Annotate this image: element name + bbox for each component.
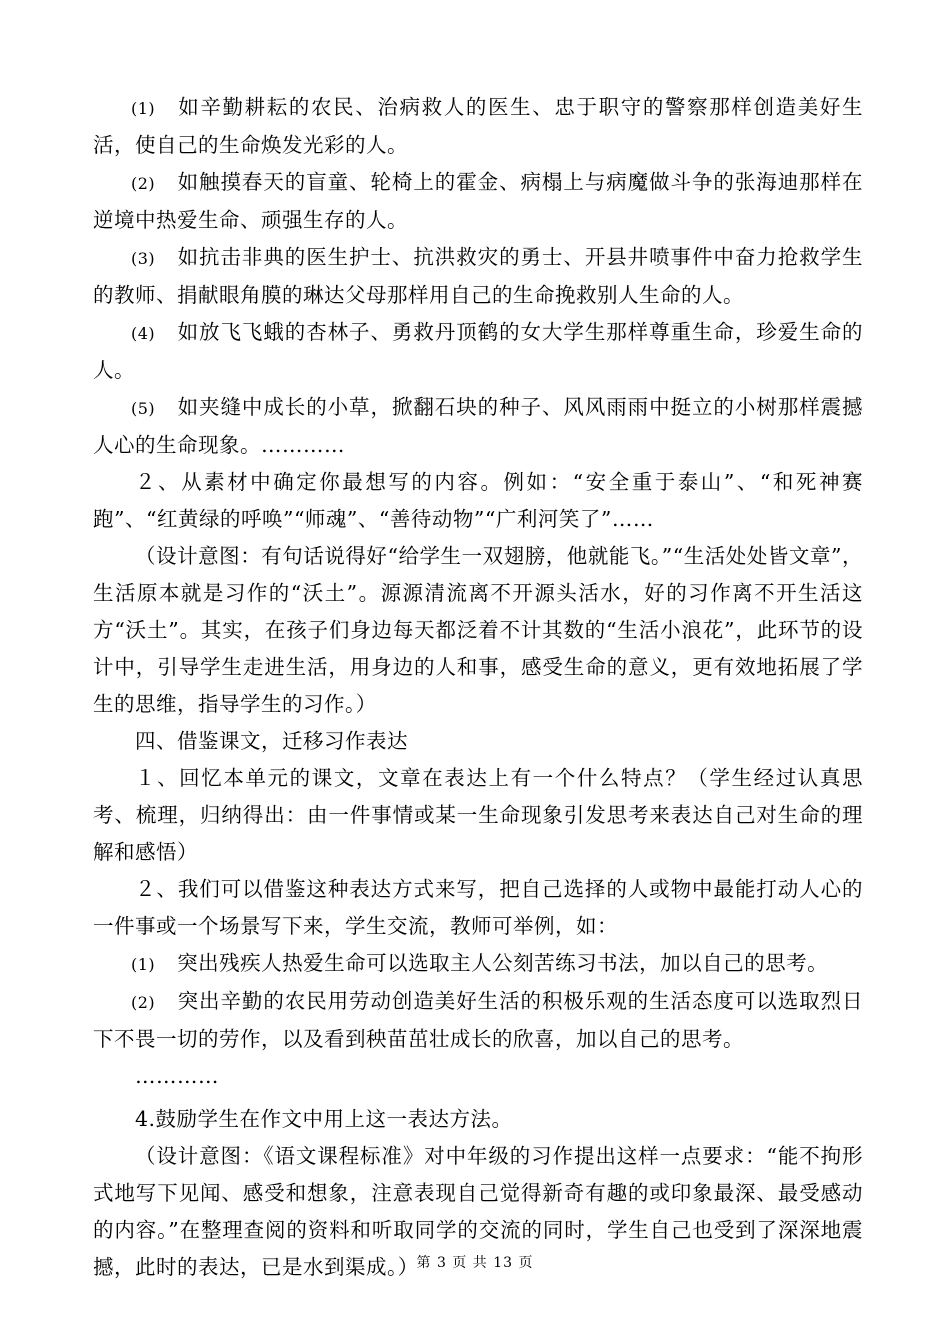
list-item — [93, 164, 863, 239]
paragraph-choose-content: ２、从素材中确定你最想写的内容。例如：“安全重于泰山”、“和死神赛跑”、“红黄绿的呼唤”“师魂”、“善待动物”“广利河笑了”…… — [93, 470, 863, 531]
list-item — [93, 945, 863, 983]
item-text: 如夹缝中成长的小草，掀翻石块的种子、风风雨雨中挺立的小树那样震撼人心的生命现象。………… — [93, 395, 863, 457]
paragraph-design-intent-1: （设计意图：有句话说得好“给学生一双翅膀，他就能飞。”“生活处处皆文章”，生活原本就是习作的“沃土”。源源清流离不开源头活水，好的习作离不开生活这方“沃土”。其实，在孩子们身边每天都泛着不计其数的“生活小浪花”，此环节的设计中，引导学生走进生活，用身边的人和事，感受生命的意义，更有效地拓展了学生的思维，指导学生的习作。） — [93, 544, 863, 716]
item-number: (1) — [131, 955, 156, 974]
item-text: 如抗击非典的医生护士、抗洪救灾的勇士、开县井喷事件中奋力抢救学生的教师、捐献眼角膜的琳达父母那样用自己的生命挽救别人生命的人。 — [93, 245, 863, 307]
paragraph-borrow: ２、我们可以借鉴这种表达方式来写，把自己选择的人或物中最能打动人心的一件事或一个场景写下来，学生交流，教师可举例，如： — [93, 877, 863, 938]
list-item — [93, 983, 863, 1058]
list-item — [93, 389, 863, 464]
list-item — [93, 239, 863, 314]
item-text: 如触摸春天的盲童、轮椅上的霍金、病榻上与病魔做斗争的张海迪那样在逆境中热爱生命、顽强生存的人。 — [93, 170, 863, 232]
page-footer: 第 3 页 共 13 页 — [416, 1255, 534, 1271]
item-number: (5) — [131, 399, 156, 418]
item-number: (2) — [131, 174, 156, 193]
item-number: (2) — [131, 993, 156, 1012]
list-item — [93, 89, 863, 164]
item-text: 突出残疾人热爱生命可以选取主人公刻苦练习书法，加以自己的思考。 — [177, 951, 829, 975]
item-text: 如辛勤耕耘的农民、治病救人的医生、忠于职守的警察那样创造美好生活，使自己的生命焕发光彩的人。 — [93, 95, 863, 157]
item-text: 如放飞飞蛾的杏林子、勇救丹顶鹤的女大学生那样尊重生命，珍爱生命的人。 — [93, 320, 863, 382]
ellipsis-line: ………… — [135, 1064, 219, 1088]
paragraph-encourage: 4.鼓励学生在作文中用上这一表达方法。 — [135, 1107, 513, 1131]
paragraph-design-intent-2: （设计意图：《语文课程标准》对中年级的习作提出这样一点要求：“能不拘形式地写下见闻、感受和想象，注意表现自己觉得新奇有趣的或印象最深、最受感动的内容。”在整理查阅的资料和听取同学的交流的同时，学生自己也受到了深深地震撼，此时的表达，已是水到渠成。） — [93, 1144, 863, 1279]
item-number: (3) — [131, 249, 156, 268]
paragraph-recall: １、回忆本单元的课文，文章在表达上有一个什么特点？（学生经过认真思考、梳理，归纳得出：由一件事情或某一生命现象引发思考来表达自己对生命的理解和感悟） — [93, 766, 863, 864]
item-text: 突出辛勤的农民用劳动创造美好生活的积极乐观的生活态度可以选取烈日下不畏一切的劳作，以及看到秧苗茁壮成长的欣喜，加以自己的思考。 — [93, 989, 863, 1051]
item-number: (1) — [131, 99, 156, 118]
list-item — [93, 314, 863, 389]
item-number: (4) — [131, 324, 156, 343]
section-heading: 四、借鉴课文，迁移习作表达 — [135, 729, 408, 753]
page-body — [93, 89, 863, 1286]
